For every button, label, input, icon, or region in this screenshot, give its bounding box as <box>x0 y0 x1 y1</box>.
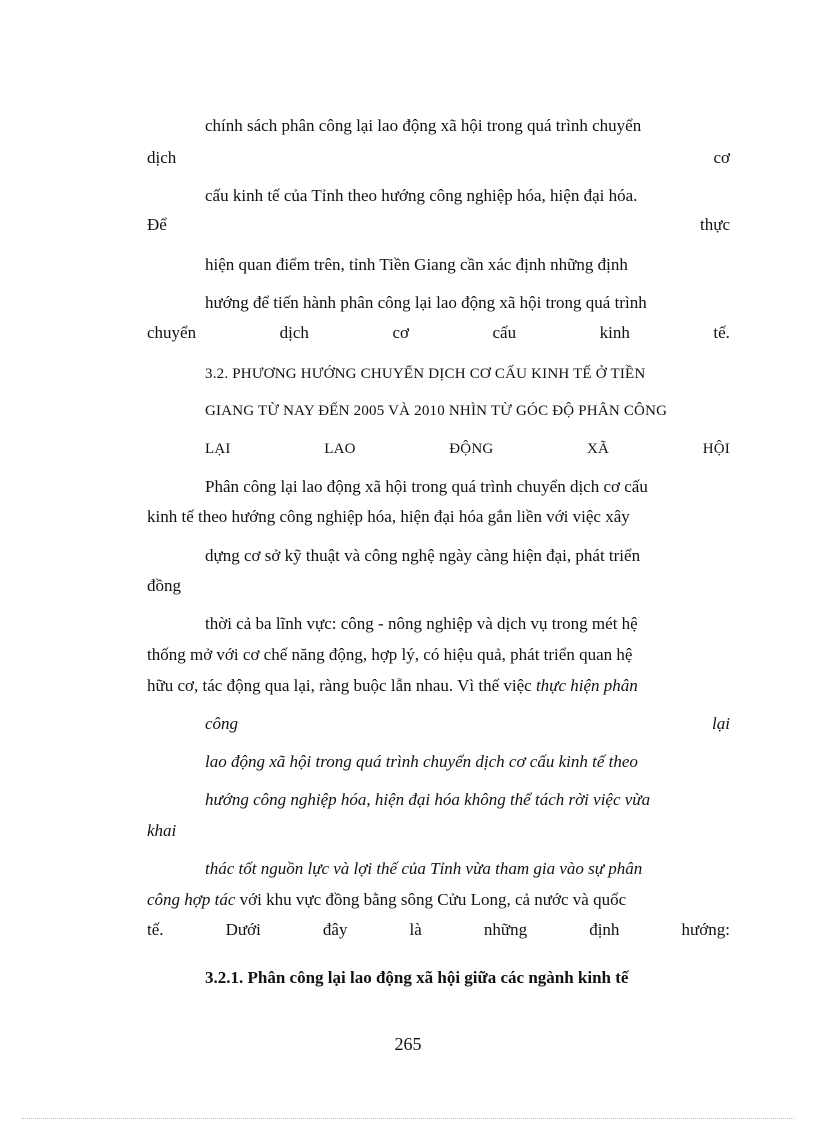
word: công <box>205 714 239 733</box>
text-line <box>147 322 730 344</box>
text-line: hướng để tiến hành phân công lại lao động xã hội trong quá trình <box>205 293 647 312</box>
word: XÃ <box>587 441 610 457</box>
text-line: hướng công nghiệp hóa, hiện đại hóa không thể tách rời việc vừa <box>205 790 651 809</box>
word: đây <box>322 920 348 939</box>
word: cơ <box>713 148 730 167</box>
word: ĐỘNG <box>449 441 494 457</box>
text-line: lao động xã hội trong quá trình chuyển dịch cơ cấu kinh tế theo <box>205 752 638 771</box>
text-line: đồng <box>147 576 181 595</box>
word: thực <box>700 215 730 234</box>
text-line: cấu kinh tế của Tỉnh theo hướng công nghiệp hóa, hiện đại hóa. <box>205 186 638 205</box>
subsection-heading: 3.2.1. Phân công lại lao động xã hội giữa các ngành kinh tế <box>205 968 629 987</box>
word: cơ <box>392 323 409 342</box>
word: cấu <box>492 323 517 342</box>
text-line: hiện quan điểm trên, tỉnh Tiền Giang cần xác định những định <box>205 255 628 274</box>
word: hướng: <box>681 920 730 939</box>
word: định <box>589 920 620 939</box>
word: tế. <box>713 323 730 342</box>
word: tế. <box>147 920 164 939</box>
word: Dưới <box>225 920 261 939</box>
word: những <box>483 920 528 939</box>
text-line: thác tốt nguồn lực và lợi thế của Tỉnh vừa tham gia vào sự phân <box>205 859 643 878</box>
text-line: Phân công lại lao động xã hội trong quá trình chuyển dịch cơ cấu <box>205 477 648 496</box>
word: kinh <box>599 323 630 342</box>
word: dịch <box>147 148 177 167</box>
text-line <box>147 919 730 941</box>
italic-span: công hợp tác <box>147 890 236 909</box>
text-line <box>147 214 730 236</box>
page-bottom-divider <box>22 1118 794 1119</box>
word: chuyển <box>147 323 197 342</box>
word: là <box>409 920 422 939</box>
text-line: thống mở với cơ chế năng động, hợp lý, có hiệu quả, phát triển quan hệ <box>147 645 633 664</box>
text-line: dựng cơ sở kỹ thuật và công nghệ ngày càng hiện đại, phát triển <box>205 546 641 565</box>
section-heading-line-3 <box>205 438 730 460</box>
text-line: khai <box>147 821 177 840</box>
text-line: kinh tế theo hướng công nghiệp hóa, hiện đại hóa gắn liền với việc xây <box>147 507 630 526</box>
word: dịch <box>279 323 309 342</box>
text-line <box>147 889 626 911</box>
text-line <box>147 147 730 169</box>
word: HỘI <box>702 441 730 457</box>
page-number: 265 <box>394 1034 422 1054</box>
text-line: thời cả ba lĩnh vực: công - nông nghiệp và dịch vụ trong mét hệ <box>205 614 638 633</box>
word: LAO <box>324 441 356 457</box>
text-span: với khu vực đồng bằng sông Cửu Long, cả nước và quốc <box>235 890 627 909</box>
section-heading-line-1: 3.2. PHƯƠNG HƯỚNG CHUYỂN DỊCH CƠ CẤU KINH TẾ Ở TIỀN <box>205 366 646 382</box>
text-line: chính sách phân công lại lao động xã hội trong quá trình chuyển <box>205 116 642 135</box>
section-heading-line-2: GIANG TỪ NAY ĐẾN 2005 VÀ 2010 NHÌN TỪ GÓC ĐỘ PHÂN CÔNG <box>205 403 668 419</box>
text-line <box>147 675 638 697</box>
word: Để <box>147 215 167 234</box>
word: LẠI <box>205 441 231 457</box>
text-line <box>205 713 730 735</box>
word: lại <box>712 714 730 733</box>
text-span: hữu cơ, tác động qua lại, ràng buộc lẫn nhau. Vì thế việc <box>147 676 536 695</box>
italic-span: thực hiện phân <box>535 676 638 695</box>
